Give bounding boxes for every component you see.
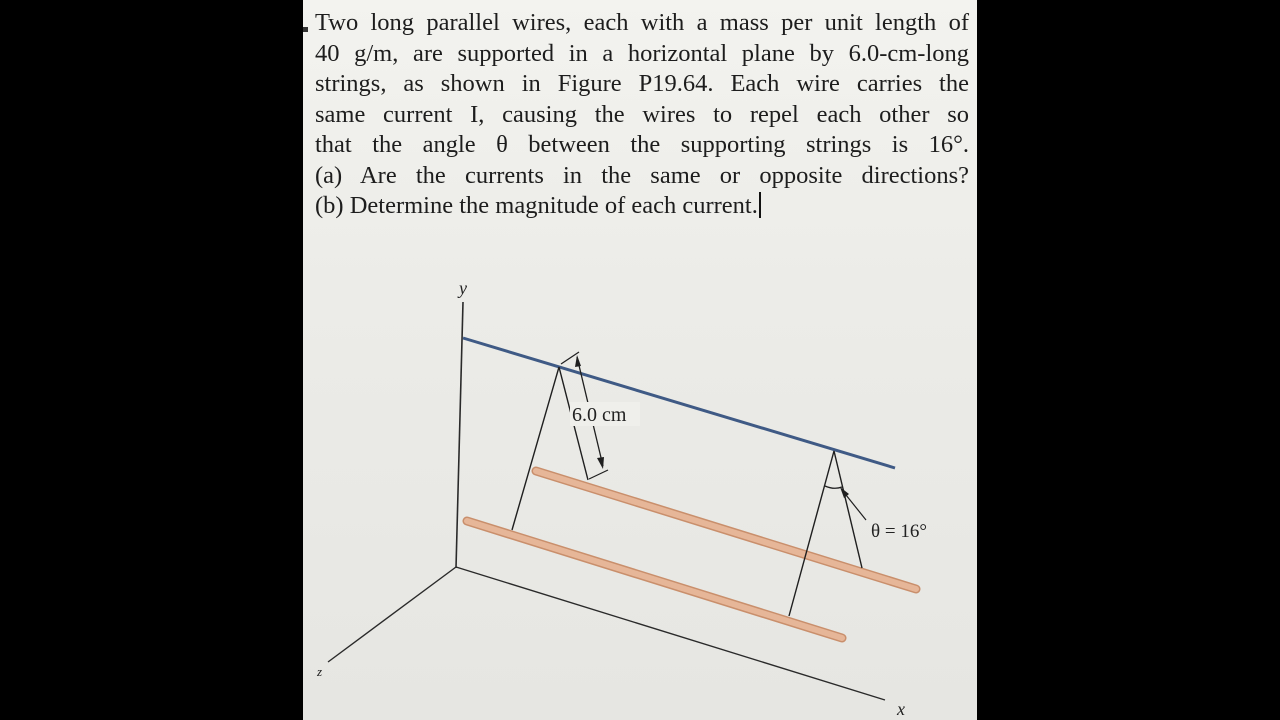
string-length-label: 6.0 cm (572, 404, 627, 426)
problem-line-3: strings, as shown in Figure P19.64. Each wire carries the (315, 70, 969, 97)
document-page (303, 0, 977, 720)
angle-label: θ = 16° (871, 521, 927, 542)
string-right-front (789, 451, 834, 616)
angle-arc (825, 486, 842, 488)
dimension-arrowhead-bottom (597, 457, 604, 469)
x-axis-label: x (897, 699, 905, 719)
z-axis (328, 567, 456, 662)
z-axis-label: z (317, 664, 323, 679)
figure-p19-64 (303, 0, 977, 720)
support-bar (463, 338, 895, 468)
dimension-extension-bottom (589, 470, 608, 479)
dimension-arrowhead-top (575, 355, 581, 367)
back-wire (536, 471, 916, 589)
problem-line-7: (b) Determine the magnitude of each current. (315, 192, 758, 219)
front-wire (467, 521, 842, 638)
problem-line-4: same current I, causing the wires to repel each other so (315, 100, 969, 128)
problem-line-1: Two long parallel wires, each with a mass per unit length of (315, 9, 969, 36)
y-axis-label: y (459, 278, 467, 298)
y-axis (456, 302, 463, 568)
problem-line-2: 40 g/m, are supported in a horizontal plane by 6.0-cm-long (315, 39, 969, 67)
problem-line-6: (a) Are the currents in the same or opposite directions? (315, 161, 969, 189)
string-left-front (512, 367, 559, 530)
problem-line-5: that the angle θ between the supporting strings is 16°. (315, 131, 969, 158)
